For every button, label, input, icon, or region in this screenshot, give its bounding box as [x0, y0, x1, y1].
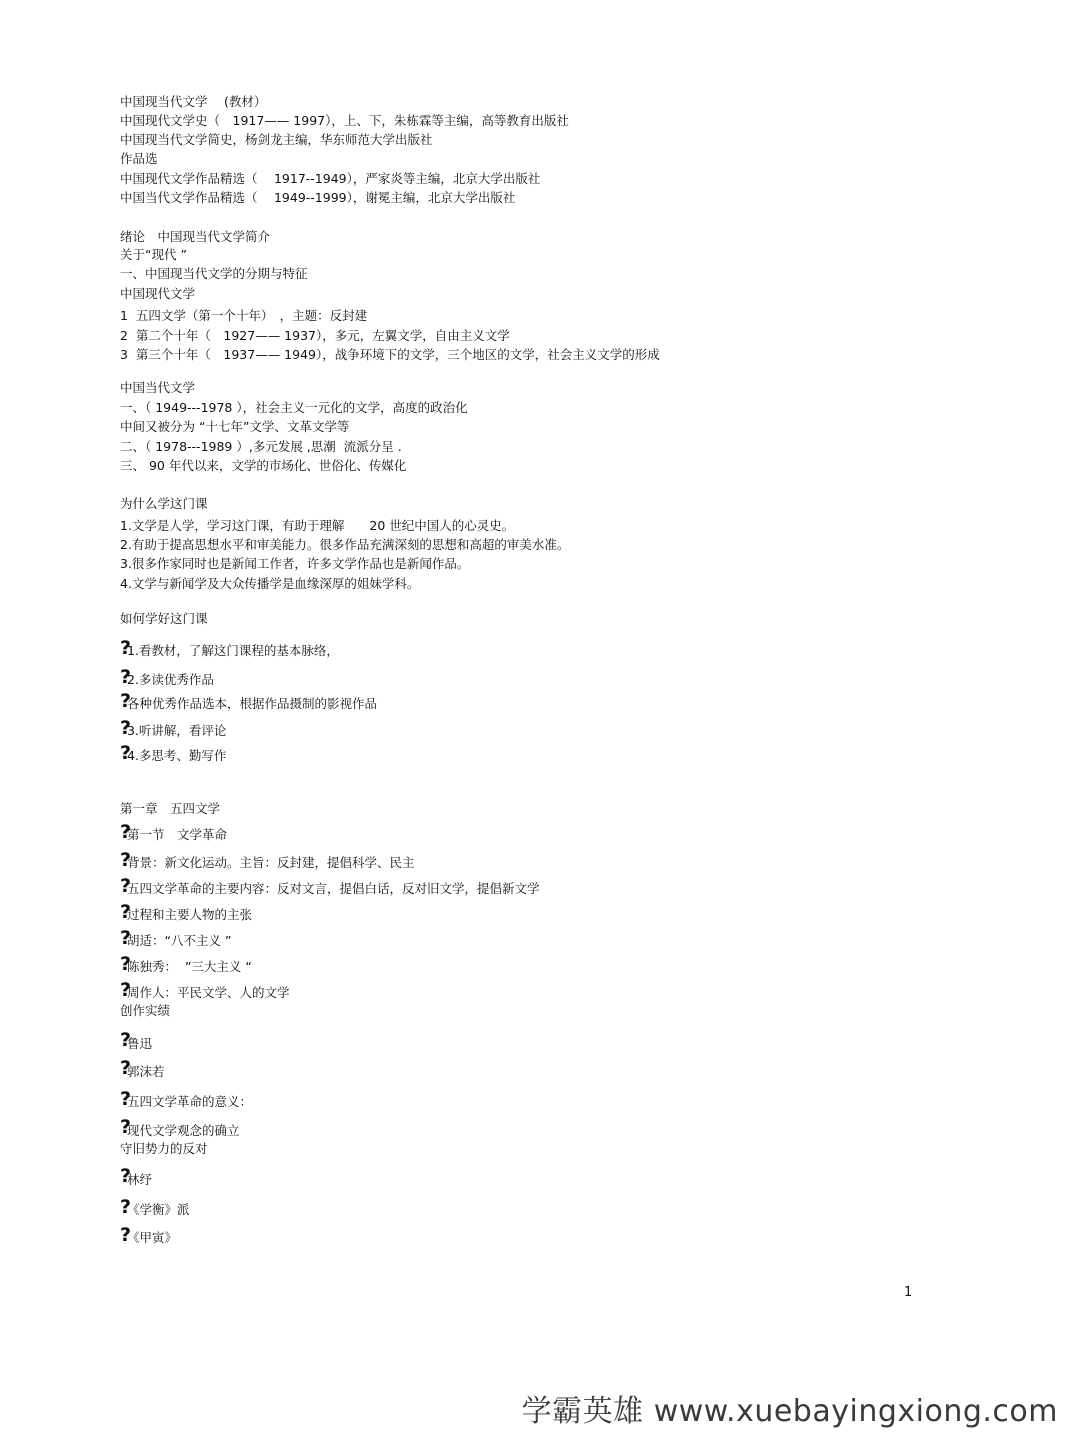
bullet-item: 4.多思考、勤写作 [127, 748, 227, 763]
bullet-item: 《学衡》派 [127, 1202, 190, 1217]
list-item: 二、（ 1978---1989 ）,多元发展 ,思潮 流派分呈 . [120, 439, 402, 454]
bullet-item: 1.看教材，了解这门课程的基本脉络， [127, 643, 339, 658]
section-label: 守旧势力的反对 [120, 1141, 208, 1156]
unknown-bullet-icon: ? [120, 927, 132, 949]
list-item: 1.文学是人学，学习这门课，有助于理解 20 世纪中国人的心灵史。 [120, 518, 515, 533]
bullet-item: 2.多读优秀作品 [127, 672, 214, 687]
introduction-heading: 绪论 中国现当代文学简介 [120, 229, 271, 244]
unknown-bullet-icon: ? [120, 666, 132, 688]
site-watermark: 学霸英雄 www.xuebayingxiong.com [521, 1394, 1058, 1429]
bullet-item: 第一节 文学革命 [127, 827, 228, 842]
unknown-bullet-icon: ? [120, 717, 132, 739]
unknown-bullet-icon: ? [120, 1196, 132, 1218]
bullet-item: 鲁迅 [127, 1036, 153, 1051]
section-label: 中国现代文学 [120, 286, 196, 301]
unknown-bullet-icon: ? [120, 821, 132, 843]
list-item: 2.有助于提高思想水平和审美能力。很多作品充满深刻的思想和高超的审美水准。 [120, 537, 570, 552]
section-heading: 如何学好这门课 [120, 611, 208, 626]
textbook-heading: 中国现当代文学 (教材） [120, 94, 267, 109]
text-line: 中间又被分为 “十七年”文学、文革文学等 [120, 419, 350, 434]
list-item: 一、（ 1949---1978 ），社会主义一元化的文学，高度的政治化 [120, 400, 468, 415]
unknown-bullet-icon: ? [120, 1057, 132, 1079]
reference-line: 中国现代文学作品精选（ 1917--1949），严家炎等主编，北京大学出版社 [120, 171, 541, 186]
unknown-bullet-icon: ? [120, 1088, 132, 1110]
chapter-heading: 第一章 五四文学 [120, 801, 221, 816]
section-label: 中国当代文学 [120, 380, 196, 395]
unknown-bullet-icon: ? [120, 1165, 132, 1187]
reference-line: 中国现当代文学简史，杨剑龙主编，华东师范大学出版社 [120, 132, 433, 147]
bullet-item: 五四文学革命的主要内容：反对文言，提倡白话，反对旧文学，提倡新文学 [127, 881, 540, 896]
bullet-item: 3.听讲解，看评论 [127, 723, 227, 738]
reference-line: 中国当代文学作品精选（ 1949--1999），谢冕主编，北京大学出版社 [120, 190, 516, 205]
bullet-item: 陈独秀： ”三大主义 “ [127, 959, 252, 974]
unknown-bullet-icon: ? [120, 1224, 132, 1246]
bullet-item: 胡适：“八不主义 ” [127, 933, 232, 948]
unknown-bullet-icon: ? [120, 742, 132, 764]
unknown-bullet-icon: ? [120, 849, 132, 871]
bullet-item: 林纾 [127, 1172, 153, 1187]
bullet-item: 各种优秀作品选本，根据作品摄制的影视作品 [127, 696, 378, 711]
list-item: 4.文学与新闻学及大众传播学是血缘深厚的姐妹学科。 [120, 576, 420, 591]
unknown-bullet-icon: ? [120, 690, 132, 712]
list-item: 3.很多作家同时也是新闻工作者，许多文学作品也是新闻作品。 [120, 556, 470, 571]
unknown-bullet-icon: ? [120, 1116, 132, 1138]
bullet-item: 郭沫若 [127, 1064, 165, 1079]
section-heading: 为什么学这门课 [120, 496, 208, 511]
section-label: 创作实绩 [120, 1003, 171, 1018]
unknown-bullet-icon: ? [120, 1029, 132, 1051]
unknown-bullet-icon: ? [120, 953, 132, 975]
list-item: 2 第二个十年（ 1927—— 1937），多元，左翼文学，自由主义文学 [120, 328, 510, 343]
unknown-bullet-icon: ? [120, 979, 132, 1001]
bullet-item: 《甲寅》 [127, 1230, 178, 1245]
page-number: 1 [904, 1285, 913, 1300]
list-item: 1 五四文学（第一个十年） ，主题：反封建 [120, 308, 368, 323]
list-item: 三、 90 年代以来，文学的市场化、世俗化、传媒化 [120, 458, 407, 473]
text-line: 一、中国现当代文学的分期与特征 [120, 266, 308, 281]
bullet-item: 背景：新文化运动。主旨：反封建，提倡科学、民主 [127, 855, 415, 870]
reference-line: 中国现代文学史（ 1917—— 1997），上、下，朱栋霖等主编，高等教育出版社 [120, 113, 569, 128]
section-label: 作品选 [120, 151, 158, 166]
bullet-item: 五四文学革命的意义： [127, 1094, 253, 1109]
text-line: 关于“现代 ” [120, 247, 187, 262]
bullet-item: 现代文学观念的确立 [127, 1123, 240, 1138]
bullet-item: 过程和主要人物的主张 [127, 907, 253, 922]
unknown-bullet-icon: ? [120, 901, 132, 923]
unknown-bullet-icon: ? [120, 637, 132, 659]
unknown-bullet-icon: ? [120, 875, 132, 897]
list-item: 3 第三个十年（ 1937—— 1949），战争环境下的文学，三个地区的文学，社会主义文学的形成 [120, 347, 660, 362]
bullet-item: 周作人：平民文学、人的文学 [127, 985, 290, 1000]
